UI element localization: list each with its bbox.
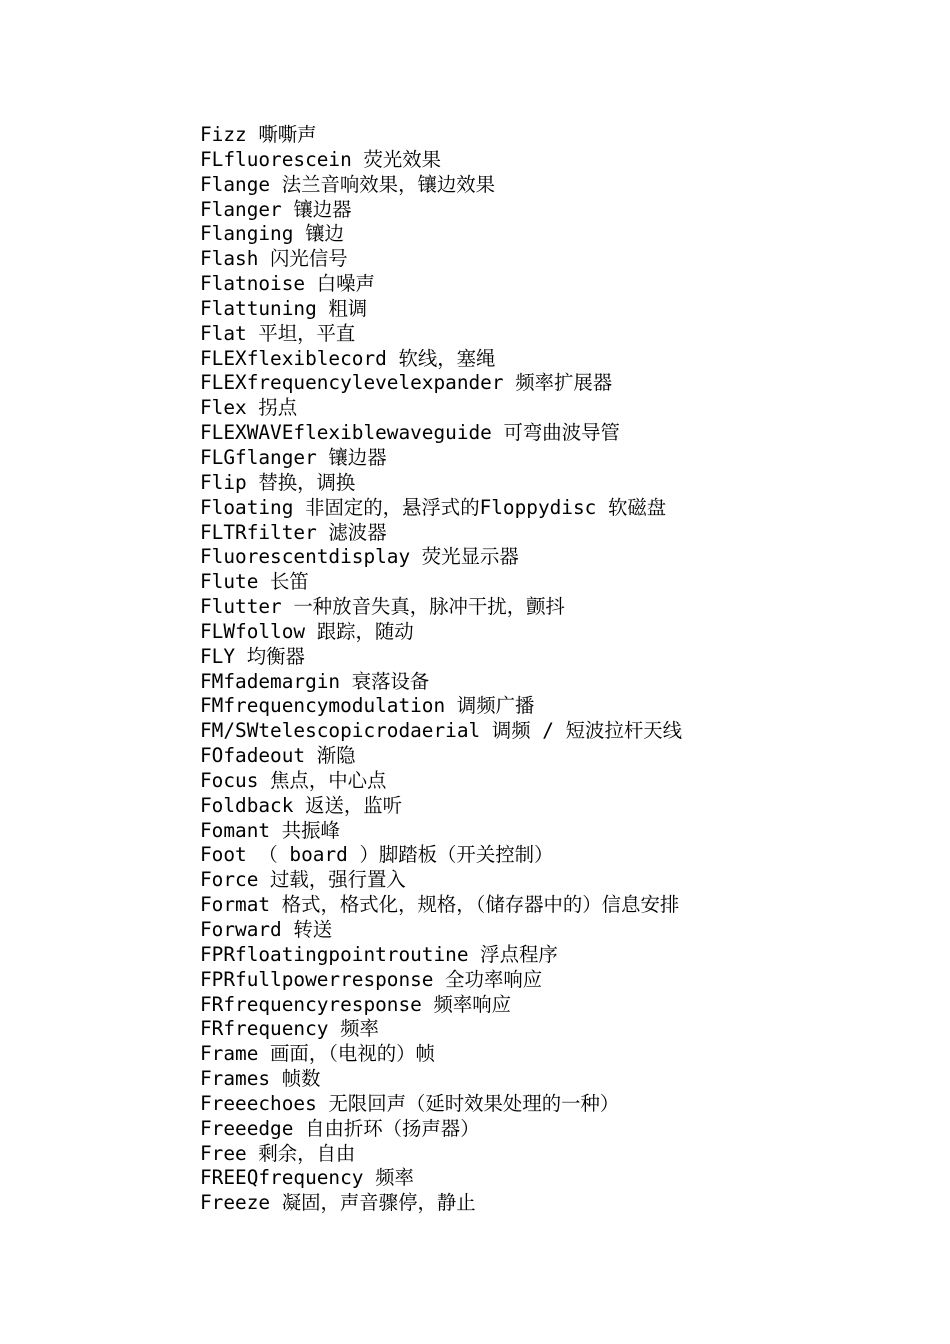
glossary-entry: Fomant 共振峰 [200,818,340,842]
glossary-entry: FLfluorescein 荧光效果 [200,147,442,171]
glossary-entry: Freeedge 自由折环（扬声器） [200,1116,480,1140]
glossary-entry: FREEQfrequency 频率 [200,1166,414,1190]
glossary-entry: Flatnoise 白噪声 [200,272,375,296]
glossary-entry: Flex 拐点 [200,396,298,420]
glossary-entry: FLWfollow 跟踪，随动 [200,619,414,643]
glossary-entry: Flash 闪光信号 [200,247,348,271]
glossary-entry: FLTRfilter 滤波器 [200,520,387,544]
glossary-entry: Flip 替换，调换 [200,470,356,494]
glossary-entry: Free 剩余，自由 [200,1141,356,1165]
glossary-entry: FLY 均衡器 [200,644,305,668]
glossary-entry: FOfadeout 渐隐 [200,744,356,768]
glossary-entry: Freeze 凝固，声音骤停，静止 [200,1191,476,1215]
glossary-entry: Force 过载，强行置入 [200,868,406,892]
glossary-entry: FMfrequencymodulation 调频广播 [200,694,535,718]
glossary-entry: Floating 非固定的，悬浮式的Floppydisc 软磁盘 [200,495,667,519]
glossary-entry: Flanger 镶边器 [200,197,352,221]
glossary-entry: Flat 平坦，平直 [200,321,356,345]
glossary-entry: FRfrequencyresponse 频率响应 [200,992,512,1016]
glossary-entry: FLEXflexiblecord 软线，塞绳 [200,346,496,370]
glossary-entry: Flattuning 粗调 [200,296,368,320]
glossary-entry: FLGflanger 镶边器 [200,445,387,469]
glossary-entry: FMfademargin 衰落设备 [200,669,430,693]
glossary-entry: FRfrequency 频率 [200,1017,379,1041]
glossary-entry: Flanging 镶边 [200,222,344,246]
glossary-entry: Flute 长笛 [200,570,309,594]
glossary-entry: FPRfloatingpointroutine 浮点程序 [200,942,558,966]
glossary-entry: Focus 焦点，中心点 [200,768,387,792]
glossary-list [200,123,682,1216]
glossary-entry: FM/SWtelescopicrodaerial 调频 / 短波拉杆天线 [200,719,683,743]
glossary-entry: FLEXWAVEflexiblewaveguide 可弯曲波导管 [200,421,620,445]
glossary-entry: Foldback 返送，监听 [200,793,403,817]
glossary-entry: Fluorescentdisplay 荧光显示器 [200,545,519,569]
glossary-entry: Frame 画面，（电视的）帧 [200,1042,435,1066]
glossary-entry: Foot （ board ）脚踏板（开关控制） [200,843,554,867]
glossary-entry: Frames 帧数 [200,1067,321,1091]
glossary-entry: Freeechoes 无限回声（延时效果处理的一种） [200,1091,620,1115]
glossary-entry: Flange 法兰音响效果，镶边效果 [200,172,496,196]
glossary-entry: FPRfullpowerresponse 全功率响应 [200,967,543,991]
glossary-entry: FLEXfrequencylevelexpander 频率扩展器 [200,371,613,395]
glossary-entry: Flutter 一种放音失真，脉冲干扰，颤抖 [200,595,565,619]
glossary-entry: Fizz 嘶嘶声 [200,123,317,146]
glossary-entry: Format 格式，格式化，规格，（储存器中的）信息安排 [200,893,680,917]
glossary-entry: Forward 转送 [200,918,333,941]
